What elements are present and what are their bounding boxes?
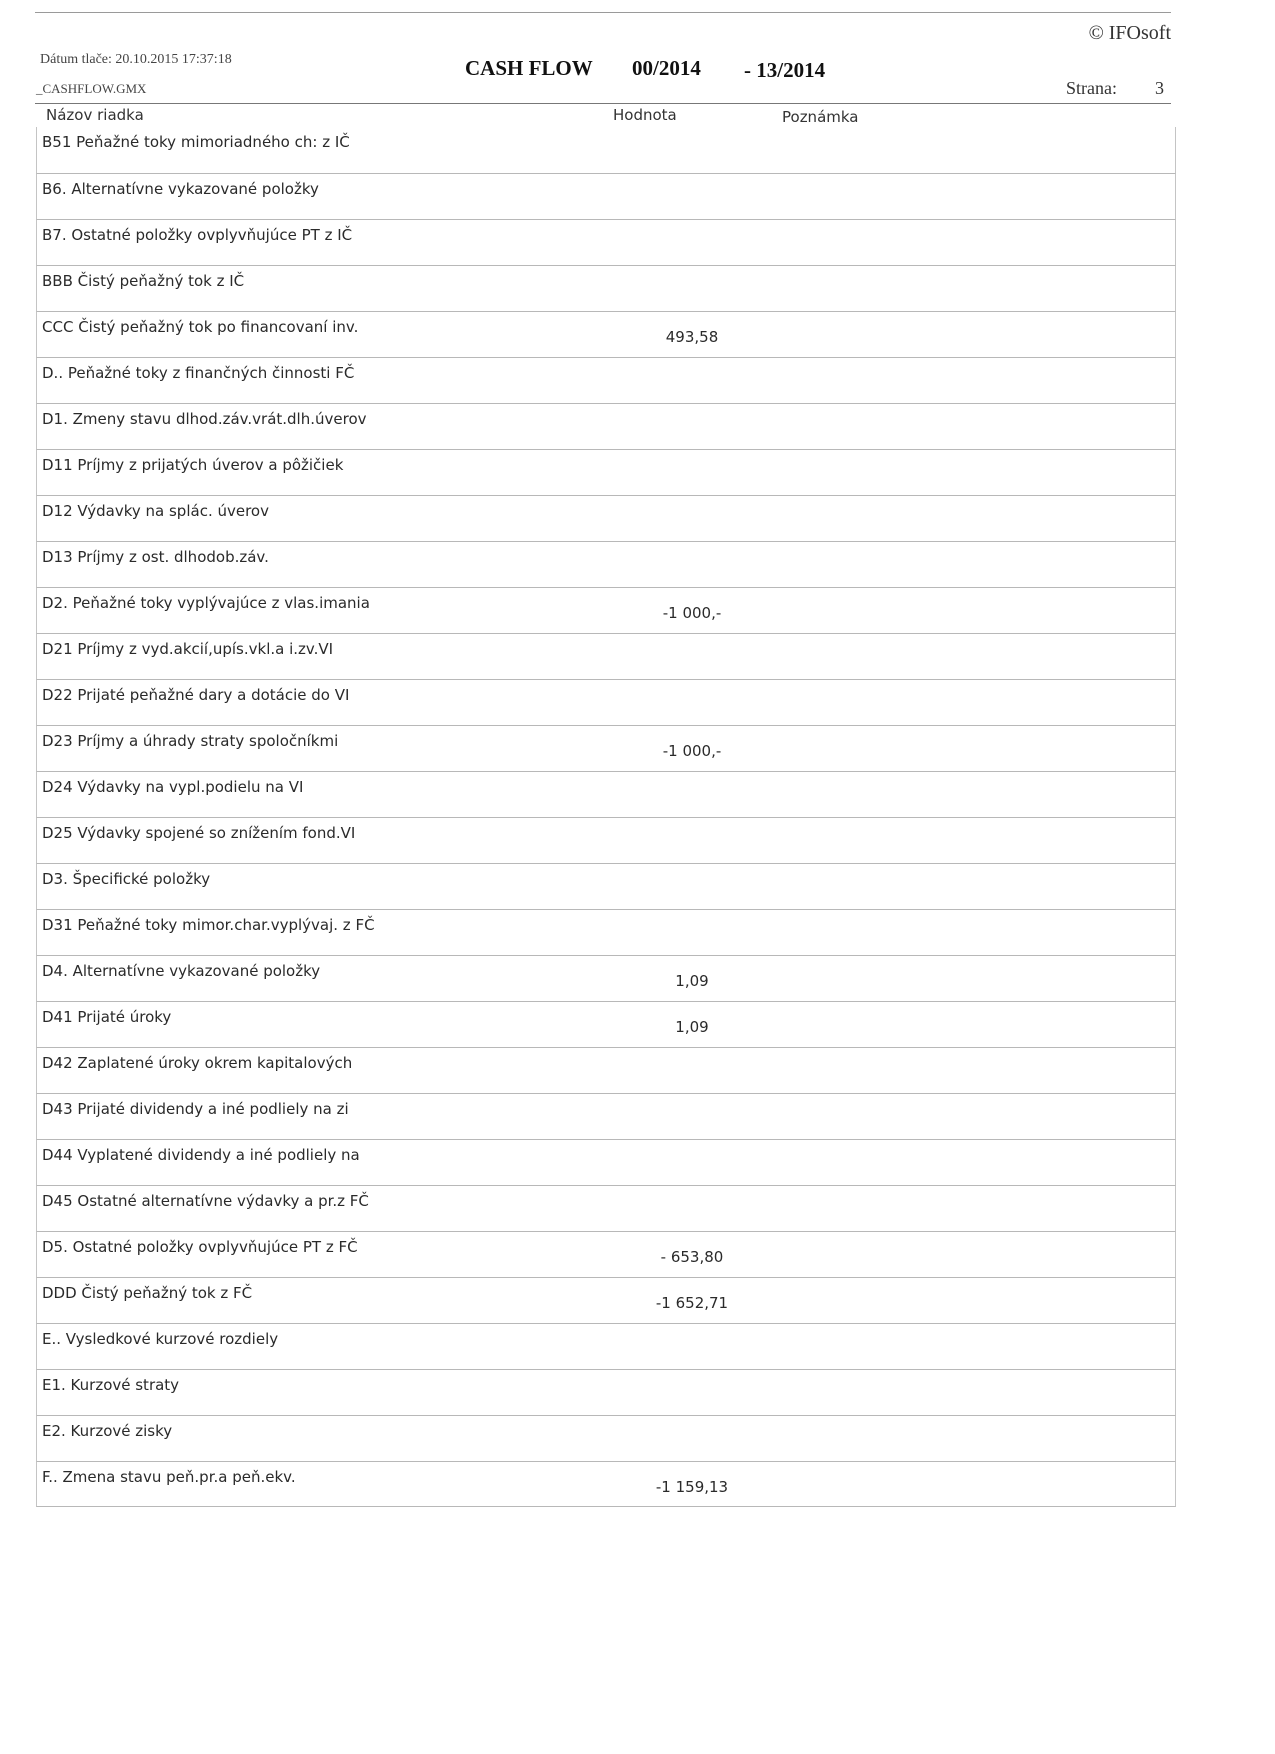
row-value: 1,09 [675, 1018, 709, 1036]
row-label: D45 Ostatné alternatívne výdavky a pr.z FČ [42, 1192, 369, 1210]
table-row [36, 1093, 1176, 1139]
table-row [36, 265, 1176, 311]
table-row [36, 1415, 1176, 1461]
copyright-text: © IFOsoft [1088, 22, 1171, 44]
table-row [36, 1047, 1176, 1093]
table-row [36, 1277, 1176, 1323]
row-label: B6. Alternatívne vykazované položky [42, 180, 319, 198]
row-label: D25 Výdavky spojené so znížením fond.VI [42, 824, 356, 842]
row-value: 1,09 [675, 972, 709, 990]
table-row [36, 1001, 1176, 1047]
row-value: -1 000,- [662, 742, 722, 760]
column-header-note: Poznámka [782, 108, 859, 126]
row-value: -1 652,71 [655, 1294, 729, 1312]
row-value: 493,58 [665, 328, 719, 346]
row-label: F.. Zmena stavu peň.pr.a peň.ekv. [42, 1468, 296, 1486]
period-from: 00/2014 [632, 56, 701, 80]
row-label: D22 Prijaté peňažné dary a dotácie do VI [42, 686, 350, 704]
table-row [36, 173, 1176, 219]
row-label: D3. Špecifické položky [42, 870, 211, 888]
row-label: D23 Príjmy a úhrady straty spoločníkmi [42, 732, 339, 750]
table-row [36, 1461, 1176, 1507]
row-label: D12 Výdavky na splác. úverov [42, 502, 269, 520]
row-label: D5. Ostatné položky ovplyvňujúce PT z FČ [42, 1238, 358, 1256]
row-label: B51 Peňažné toky mimoriadného ch: z IČ [42, 133, 350, 151]
table-row [36, 449, 1176, 495]
table-row [36, 1231, 1176, 1277]
table-row [36, 495, 1176, 541]
table-row [36, 403, 1176, 449]
file-name: _CASHFLOW.GMX [36, 81, 147, 96]
header-rule [35, 103, 1171, 104]
row-label: DDD Čistý peňažný tok z FČ [42, 1284, 253, 1302]
table-row [36, 541, 1176, 587]
row-label: D1. Zmeny stavu dlhod.záv.vrát.dlh.úverov [42, 410, 367, 428]
row-label: D44 Vyplatené dividendy a iné podliely na [42, 1146, 360, 1164]
row-label: D24 Výdavky na vypl.podielu na VI [42, 778, 304, 796]
row-label: D42 Zaplatené úroky okrem kapitalových [42, 1054, 353, 1072]
table-row [36, 311, 1176, 357]
table-row [36, 127, 1176, 173]
period-to: - 13/2014 [744, 58, 826, 82]
row-label: D43 Prijaté dividendy a iné podliely na zi [42, 1100, 349, 1118]
row-label: E.. Vysledkové kurzové rozdiely [42, 1330, 279, 1348]
table-row [36, 955, 1176, 1001]
cash-flow-table [36, 127, 1176, 1507]
table-row [36, 679, 1176, 725]
table-row [36, 771, 1176, 817]
row-value: -1 000,- [662, 604, 722, 622]
row-label: BBB Čistý peňažný tok z IČ [42, 272, 245, 290]
table-row [36, 1369, 1176, 1415]
row-label: D13 Príjmy z ost. dlhodob.záv. [42, 548, 269, 566]
row-label: E1. Kurzové straty [42, 1376, 180, 1394]
row-label: E2. Kurzové zisky [42, 1422, 173, 1440]
table-row [36, 817, 1176, 863]
table-row [36, 1185, 1176, 1231]
table-row [36, 633, 1176, 679]
table-row [36, 1139, 1176, 1185]
row-label: D41 Prijaté úroky [42, 1008, 172, 1026]
table-row [36, 725, 1176, 771]
column-header-value: Hodnota [613, 106, 677, 124]
column-header-name: Názov riadka [46, 106, 144, 124]
row-label: D2. Peňažné toky vyplývajúce z vlas.imania [42, 594, 370, 612]
row-label: D31 Peňažné toky mimor.char.vyplývaj. z FČ [42, 916, 375, 934]
page-number: 3 [1155, 78, 1164, 98]
table-row [36, 357, 1176, 403]
print-date: Dátum tlače: 20.10.2015 17:37:18 [40, 52, 232, 67]
table-row [36, 587, 1176, 633]
row-label: B7. Ostatné položky ovplyvňujúce PT z IČ [42, 226, 353, 244]
row-label: D11 Príjmy z prijatých úverov a pôžičiek [42, 456, 344, 474]
top-rule [35, 12, 1171, 13]
row-value: -1 159,13 [655, 1478, 729, 1496]
table-row [36, 909, 1176, 955]
row-label: D.. Peňažné toky z finančných činnosti FČ [42, 364, 355, 382]
row-label: D4. Alternatívne vykazované položky [42, 962, 321, 980]
table-row [36, 219, 1176, 265]
row-value: - 653,80 [660, 1248, 724, 1266]
row-label: CCC Čistý peňažný tok po financovaní inv. [42, 318, 359, 336]
table-row [36, 863, 1176, 909]
row-label: D21 Príjmy z vyd.akcií,upís.vkl.a i.zv.VI [42, 640, 334, 658]
report-title: CASH FLOW [465, 56, 593, 80]
page-label: Strana: [1066, 78, 1117, 98]
table-row [36, 1323, 1176, 1369]
